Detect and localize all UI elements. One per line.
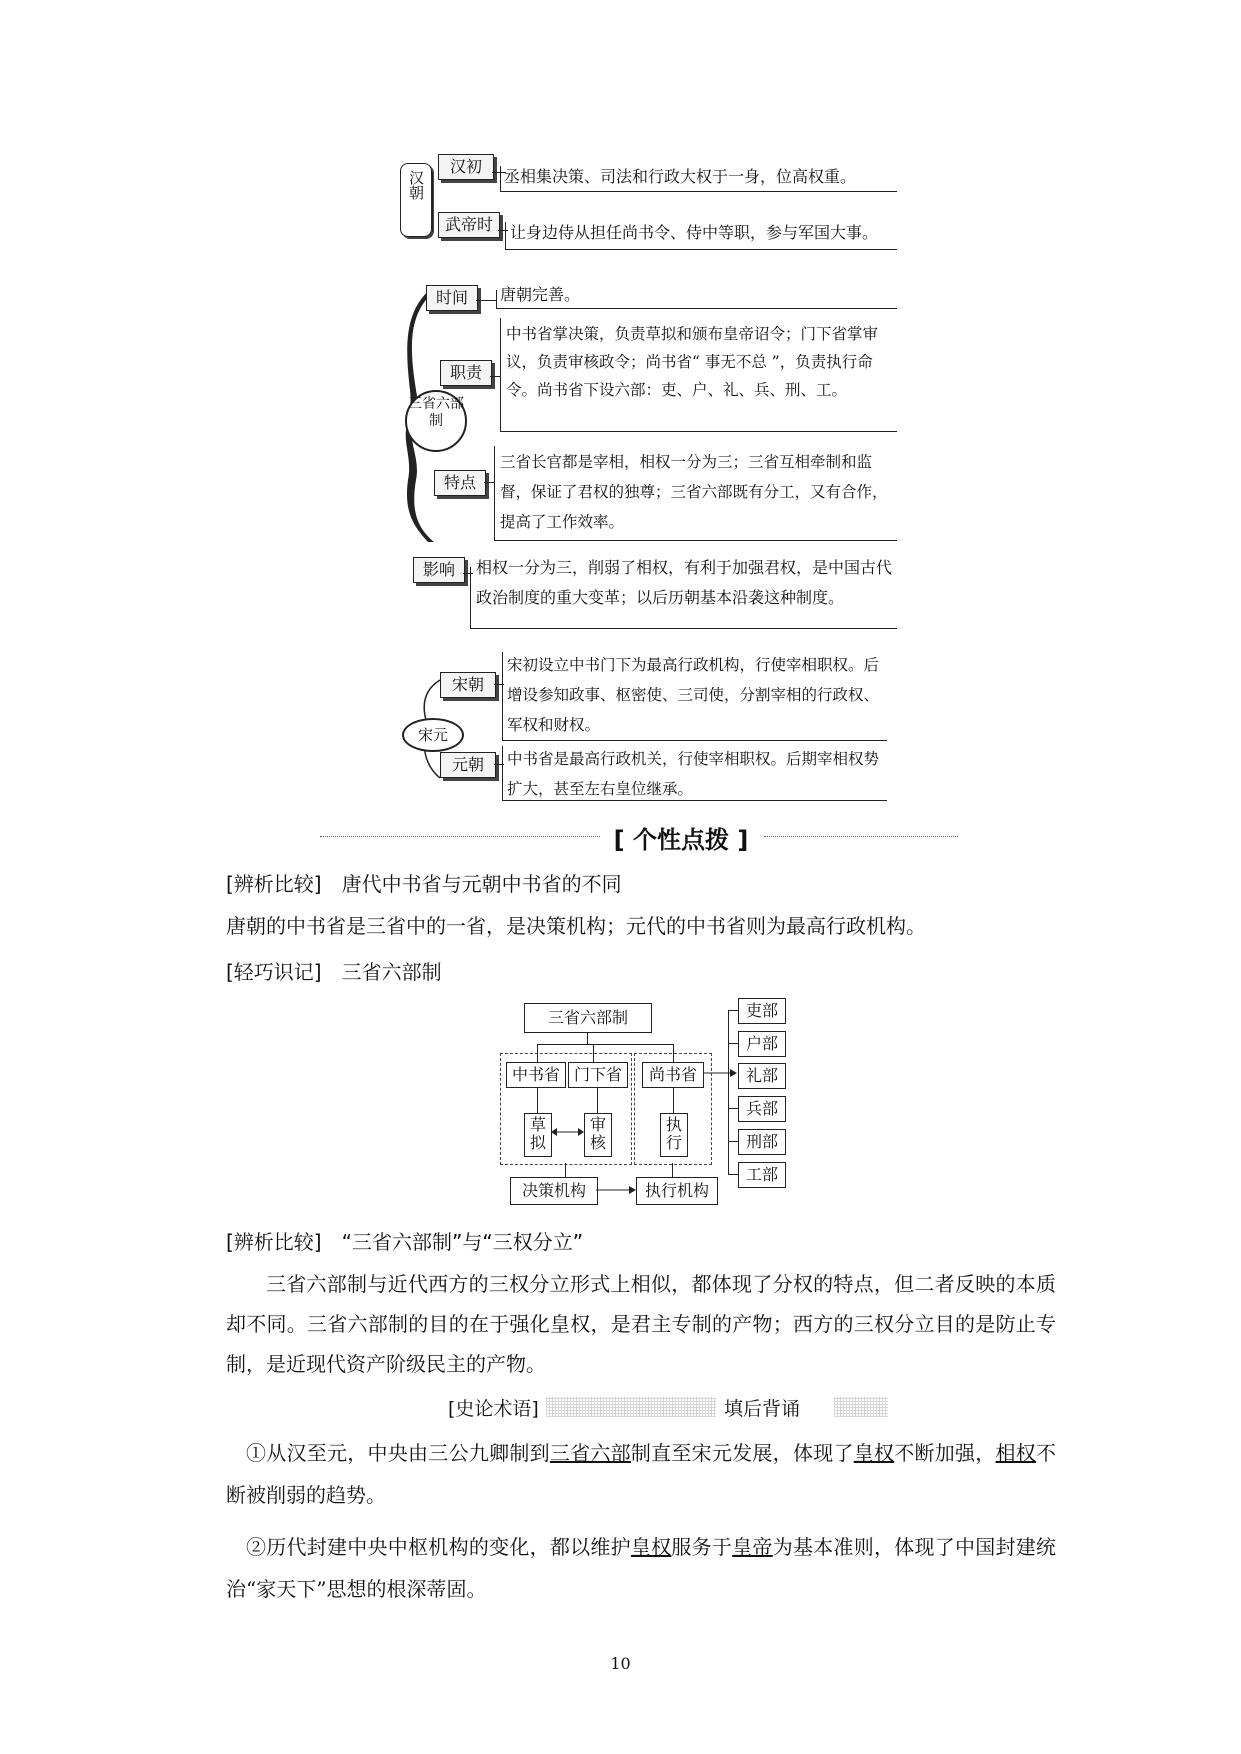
section3-heading: [辨析比较] “三省六部制”与“三权分立” [226, 1230, 584, 1254]
terms-p2: ②历代封建中央中枢机构的变化，都以维护皇权服务于皇帝为基本准则，体现了中国封建统治“家天下”思想的根深蒂固。 [226, 1535, 1057, 1601]
terms-title: [史论术语] [448, 1398, 539, 1420]
sansheng-text-impact: 相权一分为三，削弱了相权，有利于加强君权，是中国古代政治制度的重大变革；以后历朝基本沿袭这种制度。 [476, 558, 893, 607]
org-menxia: 门下省 [568, 1062, 628, 1088]
han-text-wudi: 让身边侍从担任尚书令、侍中等职，参与军国大事。 [510, 223, 879, 242]
org-dept-bing: 兵部 [738, 1096, 786, 1122]
org-zhixing: 执行 [660, 1113, 688, 1157]
terms-p1: ①从汉至元，中央由三公九卿制到三省六部制直至宋元发展，体现了皇权不断加强，相权不断被削弱的趋势。 [226, 1441, 1057, 1507]
divider-title: [ 个性点拨 ] [613, 826, 749, 854]
sansheng-text-time: 唐朝完善。 [500, 285, 581, 304]
org-dept-lidept: 礼部 [738, 1063, 786, 1089]
sansheng-label-feature: 特点 [434, 470, 486, 496]
blank-huangdi: 皇帝 [732, 1535, 773, 1559]
sansheng-text-feature: 三省长官都是宰相，相权一分为三；三省互相牵制和监督，保证了君权的独尊；三省六部既有分工，又有合作，提高了工作效率。 [500, 453, 888, 531]
blank-huangquan-2: 皇权 [630, 1535, 672, 1559]
org-dept-hu: 户部 [738, 1031, 786, 1057]
han-text-hanchu: 丞相集决策、司法和行政大权于一身，位高权重。 [504, 167, 857, 186]
han-center: 汉朝 [400, 163, 432, 237]
org-shenhe: 审核 [584, 1113, 612, 1157]
org-arrow-juece-zhixing [596, 1184, 636, 1196]
han-label-wudi: 武帝时 [438, 212, 500, 238]
blank-sansheng: 三省六部 [549, 1441, 631, 1465]
blank-xiangquan: 相权 [995, 1441, 1037, 1465]
blank-huangquan: 皇权 [853, 1441, 895, 1465]
terms-dots-left [546, 1397, 716, 1417]
section3-text: 三省六部制与近代西方的三权分立形式上相似，都体现了分权的特点，但二者反映的本质却不同。三省六部制的目的在于强化皇权，是君主专制的产物；西方的三权分立目的是防止专制，是近现代资产阶级民主的产物。 [226, 1272, 1056, 1376]
org-dept-xing: 刑部 [738, 1129, 786, 1155]
han-label-hanchu: 汉初 [438, 154, 494, 180]
divider-line-right [764, 836, 958, 837]
sansheng-label-impact: 影响 [413, 557, 465, 583]
section1-text: 唐朝的中书省是三省中的一省，是决策机构；元代的中书省则为最高行政机构。 [226, 914, 926, 938]
org-juece: 决策机构 [510, 1177, 598, 1205]
page-number: 10 [610, 1654, 631, 1673]
songyuan-label-yuan: 元朝 [440, 752, 496, 778]
org-arrow-to-depts [703, 1067, 737, 1079]
sansheng-label-time: 时间 [426, 285, 478, 311]
terms-subtitle: 填后背诵 [724, 1398, 801, 1420]
songyuan-label-song: 宋朝 [440, 672, 496, 698]
org-zhixing-jigou: 执行机构 [636, 1177, 718, 1205]
sansheng-label-duty: 职责 [440, 360, 492, 386]
section2-heading: [轻巧识记] 三省六部制 [226, 960, 442, 984]
org-top: 三省六部制 [524, 1003, 652, 1033]
songyuan-center: 宋元 [402, 718, 464, 752]
sansheng-center: 三省六部制 [405, 390, 467, 452]
sansheng-text-duty: 中书省掌决策，负责草拟和颁布皇帝诏令；门下省掌审议，负责审核政令；尚书省“ 事无不总 ”，负责执行命令。尚书省下设六部：吏、户、礼、兵、刑、工。 [506, 325, 879, 399]
org-shangshu: 尚书省 [642, 1062, 704, 1088]
songyuan-text-yuan: 中书省是最高行政机关，行使宰相职权。后期宰相权势扩大，甚至左右皇位继承。 [507, 750, 880, 798]
terms-dots-right [834, 1397, 888, 1417]
org-zhongshu: 中书省 [506, 1062, 566, 1088]
org-dept-gong: 工部 [738, 1162, 786, 1188]
org-dept-li: 吏部 [738, 998, 786, 1024]
divider-line-left [320, 836, 600, 837]
org-caoni: 草拟 [524, 1113, 552, 1157]
org-arrow-caoni-shenhe [551, 1126, 584, 1138]
section1-heading: [辨析比较] 唐代中书省与元朝中书省的不同 [226, 872, 622, 896]
songyuan-text-song: 宋初设立中书门下为最高行政机构，行使宰相职权。后增设参知政事、枢密使、三司使，分割宰相的行政权、军权和财权。 [507, 656, 880, 734]
